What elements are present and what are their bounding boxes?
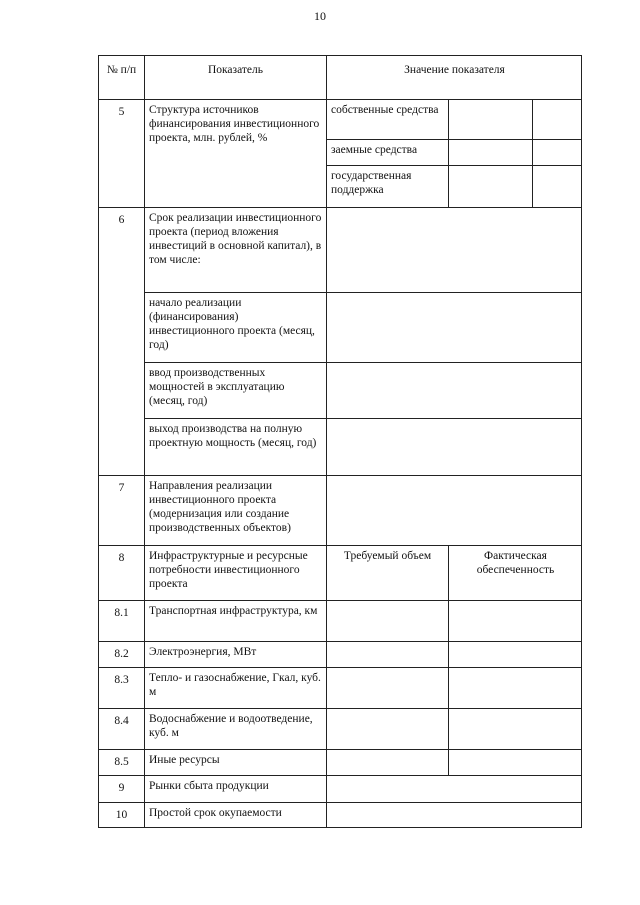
row-8-5-actual [448,749,582,775]
row-5-state-support-value-2 [532,165,582,207]
row-8-1-required [326,600,448,641]
row-8-1-num: 8.1 [98,600,144,641]
row-5-own-funds: собственные средства [326,99,448,139]
row-5-num: 5 [98,99,144,207]
row-8-actual-provision: Фактическая обеспеченность [448,545,582,600]
investment-project-table [98,55,582,828]
row-8-label: Инфраструктурные и ресурсные потребности инвестиционного проекта [144,545,326,600]
row-8-required-volume: Требуемый объем [326,545,448,600]
row-10-num: 10 [98,802,144,828]
row-5-borrowed-funds-value-1 [448,139,532,165]
row-8-3-label: Тепло- и газоснабжение, Гкал, куб. м [144,667,326,708]
row-6-label: Срок реализации инвестиционного проекта (период вложения инвестиций в основной капитал), в том числе: [144,207,326,292]
row-5-label: Структура источников финансирования инвестиционного проекта, млн. рублей, % [144,99,326,207]
row-7-value [326,475,582,545]
row-6-full-capacity: выход производства на полную проектную мощность (месяц, год) [144,418,326,475]
row-5-own-funds-value-1 [448,99,532,139]
row-5-state-support-value-1 [448,165,532,207]
page-number: 10 [314,9,326,23]
row-8-3-required [326,667,448,708]
header-value: Значение показателя [326,55,582,99]
row-5-own-funds-value-2 [532,99,582,139]
row-8-3-num: 8.3 [98,667,144,708]
row-8-4-required [326,708,448,749]
row-8-2-actual [448,641,582,667]
row-5-borrowed-funds-value-2 [532,139,582,165]
row-8-4-actual [448,708,582,749]
row-8-5-required [326,749,448,775]
row-8-4-num: 8.4 [98,708,144,749]
row-6-start-value [326,292,582,362]
row-6-start: начало реализации (финансирования) инвестиционного проекта (месяц, год) [144,292,326,362]
row-6-commissioning-value [326,362,582,418]
row-8-2-num: 8.2 [98,641,144,667]
row-8-2-required [326,641,448,667]
row-5-state-support: государственная поддержка [326,165,448,207]
row-8-5-num: 8.5 [98,749,144,775]
row-8-5-label: Иные ресурсы [144,749,326,775]
row-6-value [326,207,582,292]
header-indicator: Показатель [144,55,326,99]
row-8-1-actual [448,600,582,641]
row-6-num: 6 [98,207,144,475]
row-5-borrowed-funds: заемные средства [326,139,448,165]
row-7-label: Направления реализации инвестиционного проекта (модернизация или создание производственных объектов) [144,475,326,545]
row-8-2-label: Электроэнергия, МВт [144,641,326,667]
row-10-label: Простой срок окупаемости [144,802,326,828]
row-9-num: 9 [98,775,144,802]
row-6-full-capacity-value [326,418,582,475]
row-8-1-label: Транспортная инфраструктура, км [144,600,326,641]
row-7-num: 7 [98,475,144,545]
row-10-value [326,802,582,828]
header-num: № п/п [98,55,144,99]
row-6-commissioning: ввод производственных мощностей в эксплуатацию (месяц, год) [144,362,326,418]
row-8-3-actual [448,667,582,708]
row-9-value [326,775,582,802]
row-8-4-label: Водоснабжение и водоотведение, куб. м [144,708,326,749]
row-8-num: 8 [98,545,144,600]
row-9-label: Рынки сбыта продукции [144,775,326,802]
